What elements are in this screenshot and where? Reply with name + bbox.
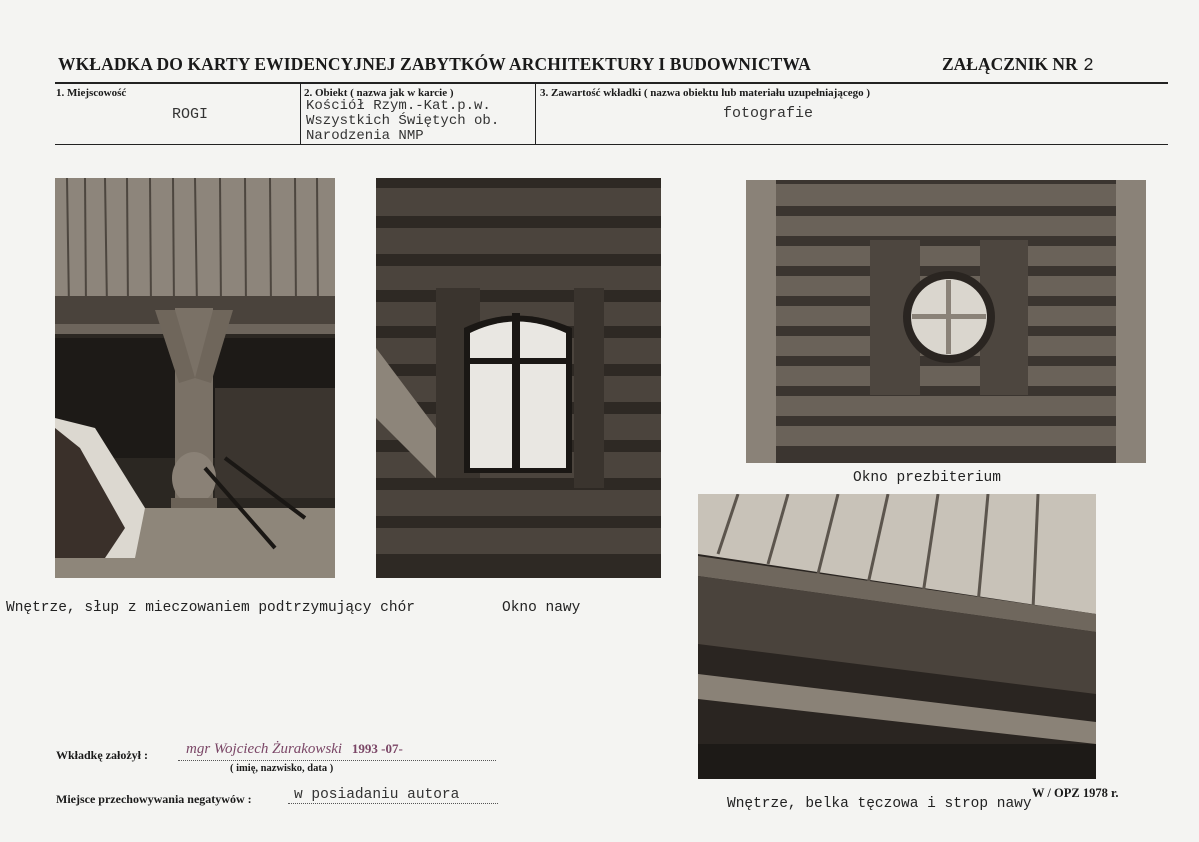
photo-interior-post <box>55 178 335 578</box>
caption-chancel-window: Okno prezbiterium <box>853 470 1001 486</box>
contents-label: 3. Zawartość wkładki ( nazwa obiektu lub materiału uzupełniającego ) <box>540 87 871 99</box>
author-signature <box>186 741 403 758</box>
contents-value: fotografie <box>723 105 814 122</box>
author-label: Wkładkę założył : <box>56 748 148 762</box>
object-line-2: Wszystkich Świętych ob. <box>306 113 500 129</box>
field-divider-2 <box>535 84 536 144</box>
annex-label-text: ZAŁĄCZNIK NR <box>942 54 1078 74</box>
object-line-1: Kościół Rzym.-Kat.p.w. <box>306 99 491 114</box>
header-rule-top <box>55 82 1168 84</box>
annex-label <box>942 54 1093 75</box>
caption-interior-post: Wnętrze, słup z mieczowaniem podtrzymujący chór <box>6 600 415 616</box>
photo-rood-beam <box>698 494 1096 779</box>
object-label: 2. Obiekt ( nazwa jak w karcie ) <box>304 87 454 99</box>
photo-nave-window <box>376 178 661 578</box>
locality-value: ROGI <box>172 106 209 123</box>
document-title: WKŁADKA DO KARTY EWIDENCYJNEJ ZABYTKÓW ARCHITEKTURY I BUDOWNICTWA <box>58 54 811 74</box>
object-value <box>306 99 499 145</box>
header-rule-bottom <box>55 144 1168 145</box>
negatives-label: Miejsce przechowywania negatywów : <box>56 792 252 806</box>
author-dotted-line <box>178 760 496 761</box>
object-line-3: Narodzenia NMP <box>306 128 424 144</box>
author-name: mgr Wojciech Żurakowski <box>186 741 343 757</box>
locality-label: 1. Miejscowość <box>56 87 127 99</box>
form-code: W / OPZ 1978 r. <box>1032 786 1119 800</box>
author-hint: ( imię, nazwisko, data ) <box>230 763 334 774</box>
author-date: 1993 -07- <box>351 741 403 756</box>
caption-nave-window: Okno nawy <box>502 600 581 616</box>
field-divider-1 <box>300 84 301 144</box>
photo-chancel-window <box>746 180 1146 463</box>
annex-number: 2 <box>1083 54 1094 74</box>
caption-rood-beam: Wnętrze, belka tęczowa i strop nawy <box>727 796 1032 812</box>
negatives-value: w posiadaniu autora <box>294 787 460 803</box>
negatives-dotted-line <box>288 803 498 804</box>
